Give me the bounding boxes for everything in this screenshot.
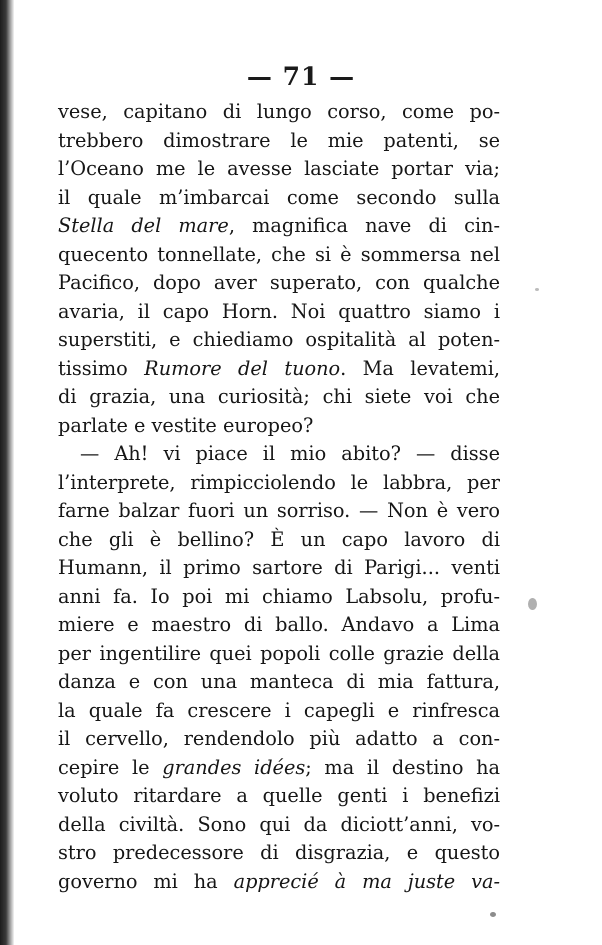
text-line: miere e maestro di ballo. Andavo a Lima (58, 613, 500, 636)
text-line: che gli è bellino? È un capo lavoro di (58, 527, 500, 551)
italic-text: Rumore del tuono (144, 356, 341, 380)
text-line: anni fa. Io poi mi chiamo Labsolu, profu- (58, 584, 500, 608)
text-line: il quale m’imbarcai come secondo sulla (58, 185, 500, 209)
page-binding-edge (0, 0, 14, 945)
text-line: quecento tonnellate, che si è sommersa nel (58, 242, 500, 266)
text-line: la quale fa crescere i capegli e rinfresca (58, 698, 500, 722)
text-line: danza e con una manteca di mia fattura, (58, 670, 500, 693)
text-line (58, 868, 500, 897)
text-line: avaria, il capo Horn. Noi quattro siamo i (58, 299, 500, 323)
paper-speck (535, 288, 539, 291)
text-line: l’Oceano me le avesse lasciate portar via; (58, 157, 500, 180)
text-line: Humann, il primo sartore di Parigi... venti (58, 556, 500, 579)
page-number: — 71 — (246, 62, 356, 91)
text-span: tissimo (58, 356, 145, 380)
text-line: di grazia, una curiosità; chi siete voi che (58, 385, 500, 408)
italic-text: grandes idées (162, 755, 306, 779)
paper-speck (490, 912, 496, 917)
text-line: trebbero dimostrare le mie patenti, se (58, 128, 500, 152)
text-line: farne balzar fuori un sorriso. — Non è vero (58, 499, 500, 522)
italic-text: apprecié à ma juste va- (233, 869, 501, 893)
paper-speck (528, 598, 537, 610)
text-line: superstiti, e chiediamo ospitalità al poten- (58, 328, 500, 351)
text-line: stro predecessore di disgrazia, e questo (58, 841, 500, 864)
text-line: vese, capitano di lungo corso, come po- (58, 100, 500, 123)
text-span: ; ma il destino ha (305, 755, 500, 779)
text-span: cepire le (58, 755, 163, 779)
text-span: governo mi ha (58, 869, 234, 893)
text-line (58, 754, 500, 783)
text-line: parlate e vestite europeo? (58, 413, 314, 437)
text-span: . Ma levatemi, (340, 356, 500, 380)
text-line (58, 212, 500, 241)
text-line (58, 355, 500, 384)
text-span: , magnifica nave di cin- (228, 214, 500, 237)
italic-text: Stella del mare (58, 214, 229, 237)
text-line: della civiltà. Sono qui da diciott’anni, vo- (58, 812, 500, 836)
text-line: l’interprete, rimpicciolendo le labbra, per (58, 470, 500, 494)
body-text (58, 98, 500, 896)
text-line: Pacifico, dopo aver superato, con qualche (58, 271, 500, 294)
text-line: il cervello, rendendolo più adatto a con- (58, 727, 500, 750)
text-line: — Ah! vi piace il mio abito? — disse (80, 442, 500, 465)
text-line: voluto ritardare a quelle genti i benefizi (58, 784, 500, 807)
text-line: per ingentilire quei popoli colle grazie della (58, 641, 500, 665)
